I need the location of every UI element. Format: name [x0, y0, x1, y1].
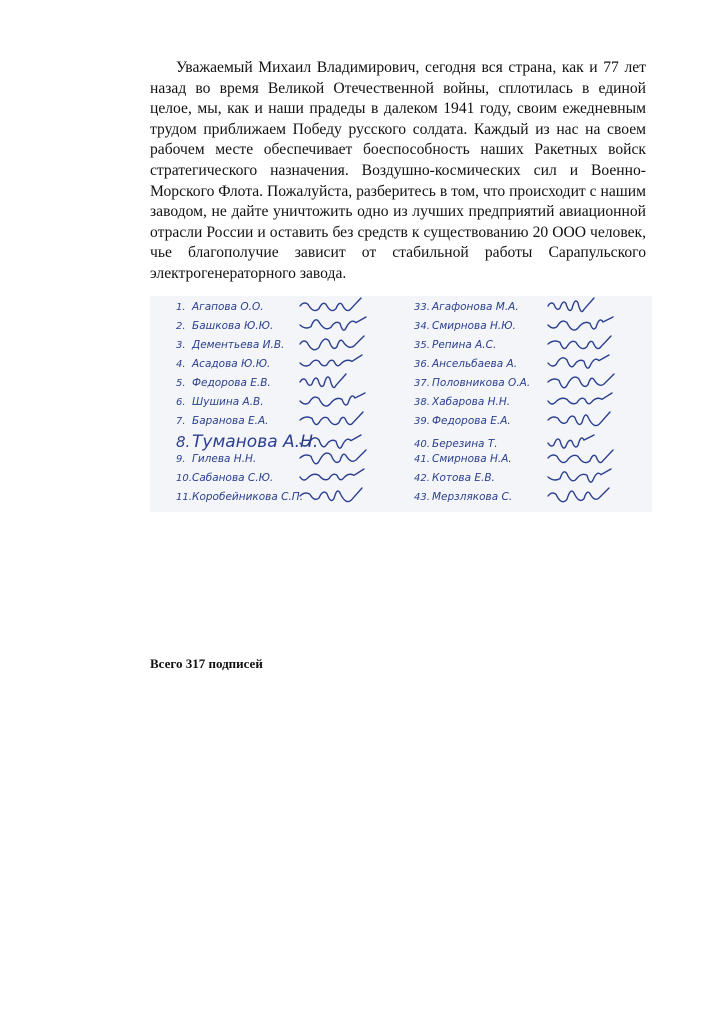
signatory-name: Ансельбаева А. — [432, 358, 518, 370]
signature-number: 10. — [176, 473, 192, 484]
signatory-name: Мерзлякова С. — [432, 491, 513, 503]
letter-body — [150, 58, 646, 285]
signature-total: Всего 317 подписей — [150, 656, 263, 671]
signature-row — [176, 432, 361, 452]
signature-scribble — [548, 317, 613, 330]
signatory-name: Коробейникова С.П. — [192, 491, 304, 503]
signature-row — [414, 355, 609, 370]
signature-row — [414, 393, 612, 408]
handwritten-signatures — [150, 296, 652, 512]
signatory-name: Башкова Ю.Ю. — [192, 320, 274, 332]
signatory-name: Агафонова М.А. — [432, 301, 519, 313]
signature-scribble — [300, 355, 362, 366]
signature-row — [176, 355, 362, 370]
signature-scribble — [548, 435, 594, 448]
signature-row — [414, 450, 613, 465]
signature-scribble — [300, 412, 363, 425]
signature-row — [176, 298, 361, 313]
signature-number: 7. — [176, 416, 186, 427]
signature-scribble — [548, 355, 609, 368]
letter-body-text: Уважаемый Михаил Владимирович, сегодня вся страна, как и 77 лет назад во время Великой Отечественной войны, сплотилась в единой целое, мы, как и наши прадеды в далеком 1941 году, своим ежедневным трудом приближаем Победу русского солдата. Каждый из нас на своем рабочем месте обеспечивает боеспособность наших Ракетных войск стратегического назначения. Воздушно-космических сил и Военно-Морского Флота. Пожалуйста, разберитесь в том, что происходит с нашим заводом, не дайте уничтожить одно из лучших предприятий авиационной отрасли России и оставить без средств к существованию 20 ООО человек, чье благополучие зависит от стабильной работы Сарапульского электрогенераторного завода. — [150, 59, 646, 282]
signature-number: 42. — [414, 473, 430, 484]
signature-scribble — [300, 488, 362, 502]
signatory-name: Сабанова С.Ю. — [192, 472, 274, 484]
signature-scribble — [548, 469, 611, 482]
signature-row — [414, 374, 614, 389]
signature-number: 6. — [176, 397, 186, 408]
signature-number: 38. — [414, 397, 430, 408]
signature-number: 1. — [176, 302, 186, 313]
signatory-name: Дементьева И.В. — [192, 339, 285, 351]
signatory-name: Березина Т. — [432, 438, 498, 450]
signatory-name: Баранова Е.А. — [192, 415, 269, 427]
signature-row — [176, 374, 346, 389]
signatory-name: Федорова Е.В. — [192, 377, 271, 389]
signature-row — [414, 336, 611, 351]
signature-row — [176, 412, 363, 427]
signature-row — [176, 317, 366, 332]
signature-row — [176, 469, 364, 484]
signature-sheet-scan — [150, 296, 652, 512]
signature-row — [176, 488, 362, 503]
signature-scribble — [548, 336, 611, 349]
signature-scribble — [300, 450, 366, 464]
signature-scribble — [300, 469, 364, 480]
signature-scribble — [548, 393, 612, 404]
signature-number: 3. — [176, 340, 186, 351]
signature-row — [414, 435, 594, 450]
signature-number: 2. — [176, 321, 186, 332]
signature-number: 40. — [414, 439, 430, 450]
signature-scribble — [548, 412, 610, 426]
signatory-name: Смирнова Н.Ю. — [432, 320, 516, 332]
signature-scribble — [300, 393, 365, 406]
signature-row — [414, 298, 594, 313]
signature-number: 34. — [414, 321, 430, 332]
signature-number: 33. — [414, 302, 430, 313]
signature-scribble — [548, 488, 609, 502]
signature-number: 39. — [414, 416, 430, 427]
signature-number: 35. — [414, 340, 430, 351]
signature-number: 8. — [176, 433, 191, 451]
signatory-name: Асадова Ю.Ю. — [192, 358, 271, 370]
signature-scribble — [548, 374, 614, 388]
signature-row — [176, 393, 365, 408]
signature-number: 36. — [414, 359, 430, 370]
signatory-name: Котова Е.В. — [432, 472, 495, 484]
signature-scribble — [300, 374, 346, 388]
signature-row — [414, 412, 610, 427]
signature-scribble — [548, 298, 594, 312]
signature-row — [414, 469, 611, 484]
signature-row — [176, 450, 366, 465]
signatory-name: Туманова А.Н. — [192, 432, 319, 452]
signature-scribble — [300, 336, 364, 350]
signatory-name: Гилева Н.Н. — [192, 453, 257, 465]
signature-row — [414, 488, 609, 503]
signatory-name: Шушина А.В. — [192, 396, 264, 408]
signature-number: 4. — [176, 359, 186, 370]
signatory-name: Агапова О.О. — [192, 301, 264, 313]
signatory-name: Половникова О.А. — [432, 377, 531, 389]
signature-scribble — [300, 317, 366, 330]
signature-number: 41. — [414, 454, 430, 465]
signature-number: 43. — [414, 492, 430, 503]
signature-number: 37. — [414, 378, 430, 389]
signature-row — [414, 317, 613, 332]
signature-number: 9. — [176, 454, 186, 465]
signature-row — [176, 336, 364, 351]
signatory-name: Хабарова Н.Н. — [432, 396, 511, 408]
signatory-name: Федорова Е.А. — [432, 415, 511, 427]
signature-number: 11. — [176, 492, 192, 503]
signature-scribble — [300, 298, 361, 311]
signature-scribble — [548, 450, 613, 463]
signature-number: 5. — [176, 378, 186, 389]
signatory-name: Смирнова Н.А. — [432, 453, 512, 465]
signatory-name: Репина А.С. — [432, 339, 497, 351]
